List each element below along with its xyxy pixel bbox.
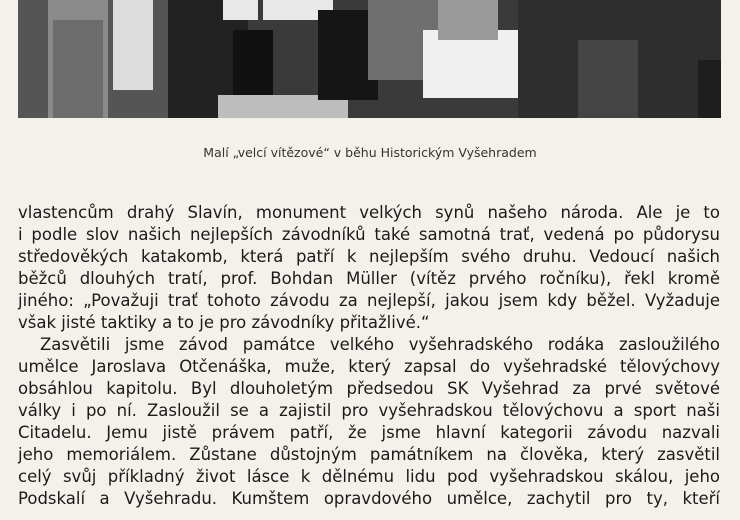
text-line: celý svůj příkladný život lásce k dělnému lidu pod vyšehradskou skálou, jeho (18, 467, 720, 486)
text-line: středověkých katakomb, která patří k nejlepším svého druhu. Vedoucí našich (18, 247, 720, 266)
photo-illustration (18, 0, 721, 118)
text-line: jiného: „Považuji trať tohoto závodu za nejlepší, jakou jsem kdy běžel. Vyžaduje (18, 291, 720, 310)
race-photo (18, 0, 721, 118)
text-line: umělce Jaroslava Otčenáška, muže, který zapsal do vyšehradské tělovýchovy (18, 357, 720, 376)
paragraph-2 (18, 334, 720, 510)
text-line: běžců dlouhých tratí, prof. Bohdan Müller (vítěz prvého ročníku), řekl kromě (18, 269, 720, 288)
text-line: vlastencům drahý Slavín, monument velkých synů našeho národa. Ale je to (18, 203, 720, 222)
text-line: Citadelu. Jemu jistě právem patří, že jsme hlavní kategorii závodu nazvali (18, 423, 720, 442)
text-line: Zasvětili jsme závod památce velkého vyšehradského rodáka zasloužilého (40, 335, 720, 354)
article-body (18, 202, 720, 510)
photo-caption: Malí „velcí vítězové“ v běhu Historickým Vyšehradem (203, 145, 537, 160)
text-line: i podle slov našich nejlepších závodníků také samotná trať, vedená po půdorysu (18, 225, 720, 244)
paragraph-1 (18, 202, 720, 334)
text-line: jeho memoriálem. Zůstane důstojným památníkem na člověka, který zasvětil (18, 445, 720, 464)
text-line: války i po ní. Zasloužil se a zajistil pro vyšehradskou tělovýchovu a sport naši (18, 401, 720, 420)
text-line: však jisté taktiky a to je pro závodníky přitažlivé.“ (18, 313, 430, 332)
text-line: Podskalí a Vyšehradu. Kumštem opravdového umělce, zachytil pro ty, kteří (18, 489, 720, 508)
text-line: obsáhlou kapitolu. Byl dlouholetým předsedou SK Vyšehrad za prvé světové (18, 379, 720, 398)
